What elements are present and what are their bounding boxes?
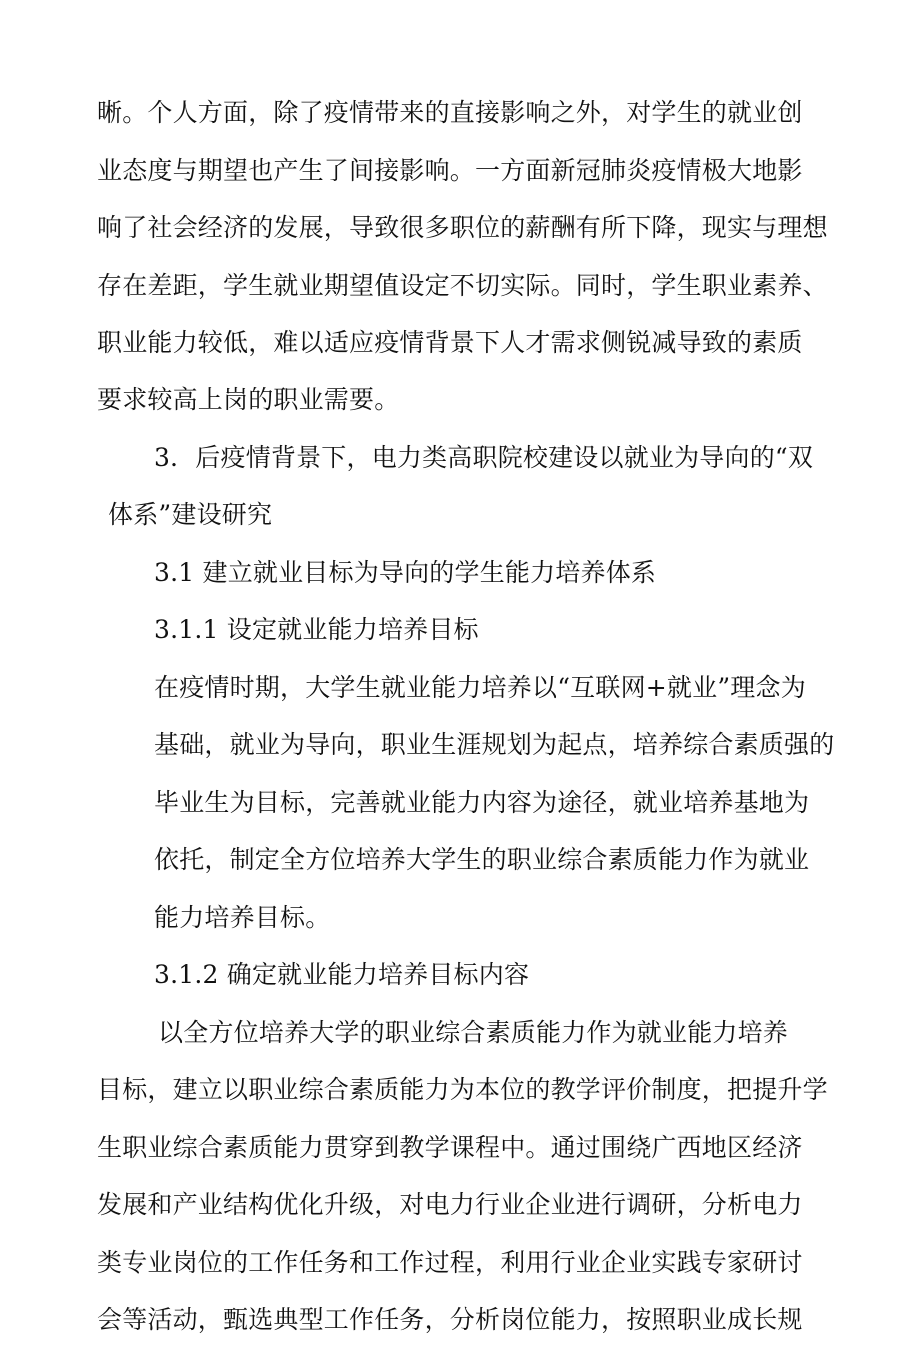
paragraph-2-line-5: 能力培养目标。 <box>154 903 331 932</box>
heading-3-1: 3.1 建立就业目标为导向的学生能力培养体系 <box>154 558 657 587</box>
paragraph-1-line-1: 晰。个人方面，除了疫情带来的直接影响之外，对学生的就业创 <box>97 98 803 127</box>
paragraph-1-line-5: 职业能力较低，难以适应疫情背景下人才需求侧锐减导致的素质 <box>97 328 803 357</box>
paragraph-3-line-2: 目标，建立以职业综合素质能力为本位的教学评价制度，把提升学 <box>97 1075 828 1104</box>
paragraph-1-line-3: 响了社会经济的发展，导致很多职位的薪酬有所下降，现实与理想 <box>97 213 828 242</box>
paragraph-3-line-1: 以全方位培养大学的职业综合素质能力作为就业能力培养 <box>158 1018 789 1047</box>
paragraph-1-line-2: 业态度与期望也产生了间接影响。一方面新冠肺炎疫情极大地影 <box>97 156 803 185</box>
paragraph-3-line-4: 发展和产业结构优化升级，对电力行业企业进行调研，分析电力 <box>97 1190 803 1219</box>
paragraph-1-line-4: 存在差距，学生就业期望值设定不切实际。同时，学生职业素养、 <box>97 271 828 300</box>
heading-3-1-2: 3.1.2 确定就业能力培养目标内容 <box>154 960 530 989</box>
paragraph-3-line-6: 会等活动，甄选典型工作任务，分析岗位能力，按照职业成长规 <box>97 1305 803 1334</box>
paragraph-3-line-3: 生职业综合素质能力贯穿到教学课程中。通过围绕广西地区经济 <box>97 1133 803 1162</box>
paragraph-2-line-2: 基础，就业为导向，职业生涯规划为起点，培养综合素质强的 <box>154 730 835 759</box>
paragraph-2-line-3: 毕业生为目标，完善就业能力内容为途径，就业培养基地为 <box>154 788 810 817</box>
paragraph-1-line-6: 要求较高上岗的职业需要。 <box>97 385 400 414</box>
paragraph-3-line-5: 类专业岗位的工作任务和工作过程，利用行业企业实践专家研讨 <box>97 1248 803 1277</box>
paragraph-2-line-1: 在疫情时期，大学生就业能力培养以“互联网+就业”理念为 <box>154 673 806 702</box>
paragraph-2-line-4: 依托，制定全方位培养大学生的职业综合素质能力作为就业 <box>154 845 810 874</box>
heading-3-line-1: 3．后疫情背景下，电力类高职院校建设以就业为导向的“双 <box>154 443 814 472</box>
heading-3-line-2: 体系”建设研究 <box>108 500 273 529</box>
heading-3-1-1: 3.1.1 设定就业能力培养目标 <box>154 615 479 644</box>
